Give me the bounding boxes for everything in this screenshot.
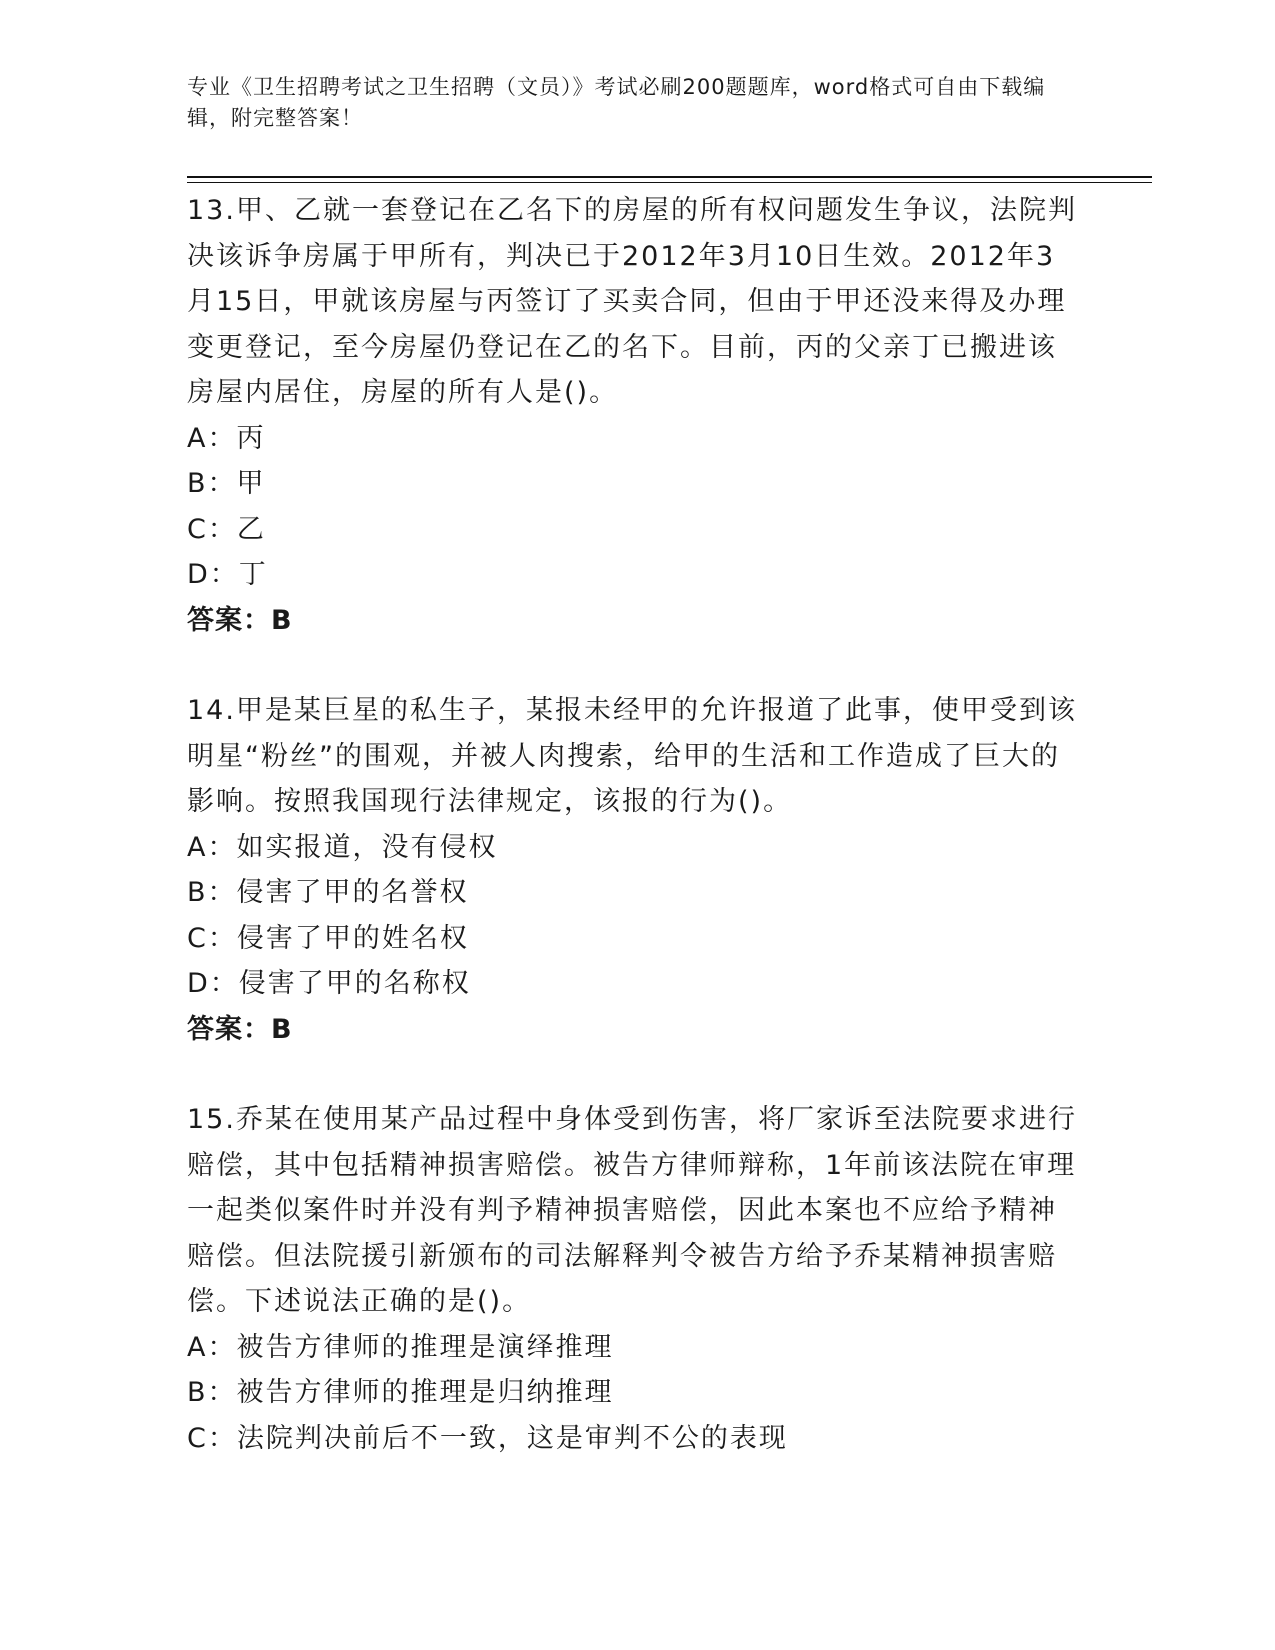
option-a: A：被告方律师的推理是演绎推理 (187, 1331, 614, 1363)
option-b: B：被告方律师的推理是归纳推理 (187, 1377, 614, 1408)
option-d: D：丁 (187, 559, 268, 590)
question-list (187, 188, 1077, 1461)
answer-line: 答案：B (187, 604, 293, 636)
option-c: C：法院判决前后不一致，这是审判不公的表现 (187, 1422, 788, 1454)
question-stem: 13.甲、乙就一套登记在乙名下的房屋的所有权问题发生争议，法院判决该诉争房属于甲所有，判决已于2012年3月10日生效。2012年3月15日，甲就该房屋与丙签订了买卖合同，但由于甲还没来得及办理变更登记，至今房屋仍登记在乙的名下。目前，丙的父亲丁已搬进该房屋内居住，房屋的所有人是()。 (187, 195, 1077, 408)
option-a: A：如实报道，没有侵权 (187, 831, 498, 863)
option-d: D：侵害了甲的名称权 (187, 968, 471, 999)
option-c: C：乙 (187, 513, 266, 545)
option-b: B：甲 (187, 468, 266, 499)
question-stem: 14.甲是某巨星的私生子，某报未经甲的允许报道了此事，使甲受到该明星“粉丝”的围观，并被人肉搜索，给甲的生活和工作造成了巨大的影响。按照我国现行法律规定，该报的行为()。 (187, 695, 1077, 817)
option-c: C：侵害了甲的姓名权 (187, 922, 469, 954)
question-15 (187, 1097, 1077, 1461)
header-divider-thin (187, 182, 1152, 183)
question-13 (187, 188, 1077, 643)
header-divider-thick (187, 176, 1152, 178)
question-14 (187, 688, 1077, 1052)
option-a: A：丙 (187, 422, 266, 454)
option-b: B：侵害了甲的名誉权 (187, 877, 469, 908)
question-stem: 15.乔某在使用某产品过程中身体受到伤害，将厂家诉至法院要求进行赔偿，其中包括精神损害赔偿。被告方律师辩称，1年前该法院在审理一起类似案件时并没有判予精神损害赔偿，因此本案也不应给予精神赔偿。但法院援引新颁布的司法解释判令被告方给予乔某精神损害赔偿。下述说法正确的是()。 (187, 1104, 1077, 1317)
page-header: 专业《卫生招聘考试之卫生招聘（文员）》考试必刷200题题库，word格式可自由下载编辑，附完整答案！ (187, 75, 1046, 130)
answer-line: 答案：B (187, 1013, 293, 1045)
